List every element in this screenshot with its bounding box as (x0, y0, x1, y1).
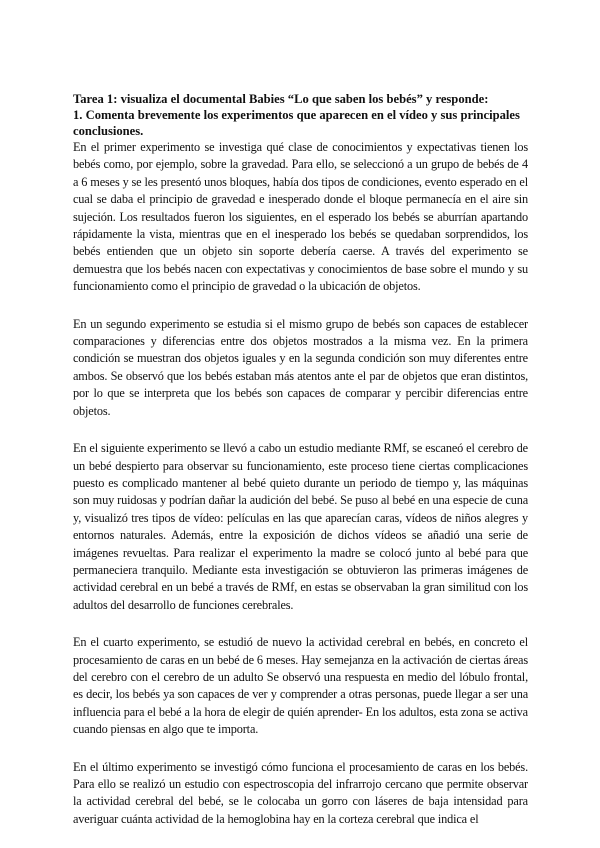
paragraph-experiment-4: En el cuarto experimento, se estudió de nuevo la actividad cerebral en bebés, en concreto el procesamiento de caras en un bebé de 6 meses. Hay semejanza en la activación de ciertas áreas del cerebro con el cerebro de un adulto Se observó una respuesta en medio del lóbulo frontal, es decir, los bebés ya son capaces de ver y comprender a otras personas, puede llegar a ser una influencia para el bebé a la hora de elegir de quién aprender- En los adultos, esta zona se activa cuando piensas en algo que te importa. (73, 635, 528, 737)
paragraph-experiment-3: En el siguiente experimento se llevó a cabo un estudio mediante RMf, se escaneó el cerebro de un bebé despierto para observar su funcionamiento, este proceso tiene ciertas complicaciones puesto es complicado mantener al bebé quieto durante un periodo de tiempo y, las máquinas son muy ruidosas y podrían dañar la audición del bebé. Se puso al bebé en una especie de cuna y, visualizó tres tipos de vídeo: películas en las que aparecían caras, vídeos de niños alegres y entornos naturales. Además, entre la exposición de dichos vídeos se añadió una serie de imágenes revueltas. Para realizar el experimento la madre se colocó junto al bebé para que permaneciera tranquilo. Mediante esta investigación se obtuvieron las primeras imágenes de actividad cerebral en un bebé a través de RMf, en estas se observaban la gran similitud con los adultos del desarrollo de funciones cerebrales. (73, 441, 528, 612)
paragraph-experiment-1: En el primer experimento se investiga qué clase de conocimientos y expectativas tienen los bebés como, por ejemplo, sobre la gravedad. Para ello, se seleccionó a un grupo de bebés de 4 a 6 meses y se les presentó unos bloques, había dos tipos de condiciones, evento esperado en el cual se daba el principio de gravedad e inesperado donde el bloque permanecía en el aire sin sujeción. Los resultados fueron los siguientes, en el esperado los bebés se aburrían apartando rápidamente la vista, mientras que en el inesperado los bebés se quedaban sorprendidos, los bebés entienden que un objeto sin soporte debería caerse. A través del experimento se demuestra que los bebés nacen con expectativas y conocimientos de base sobre el mundo y su funcionamiento como el principio de gravedad o la ubicación de objetos. (73, 140, 528, 294)
paragraph-experiment-2: En un segundo experimento se estudia si el mismo grupo de bebés son capaces de establecer comparaciones y diferencias entre dos objetos mostrados a la misma vez. En la primera condición se muestran dos objetos iguales y en la segunda condición son muy diferentes entre ambos. Se observó que los bebés estaban más atentos ante el par de objetos que eran distintos, por lo que se interpreta que los bebés son capaces de comparar y percibir diferencias entre objetos. (73, 316, 528, 418)
paragraph-gap (73, 739, 528, 759)
paragraph-gap (73, 614, 528, 634)
question-heading: 1. Comenta brevemente los experimentos que aparecen en el vídeo y sus principales conclusiones. (73, 108, 520, 138)
task-title: Tarea 1: visualiza el documental Babies “Lo que saben los bebés” y responde: (73, 92, 489, 106)
paragraph-gap (73, 296, 528, 316)
document-body (73, 91, 528, 828)
paragraph-experiment-5: En el último experimento se investigó cómo funciona el procesamiento de caras en los bebés. Para ello se realizó un estudio con espectroscopia del infrarrojo cercano que permite observar la actividad cerebral del bebé, se le colocaba un gorro con láseres de baja intensidad para averiguar cuánta actividad de la hemoglobina hay en la corteza cerebral que indica el (73, 759, 528, 826)
paragraph-gap (73, 420, 528, 440)
